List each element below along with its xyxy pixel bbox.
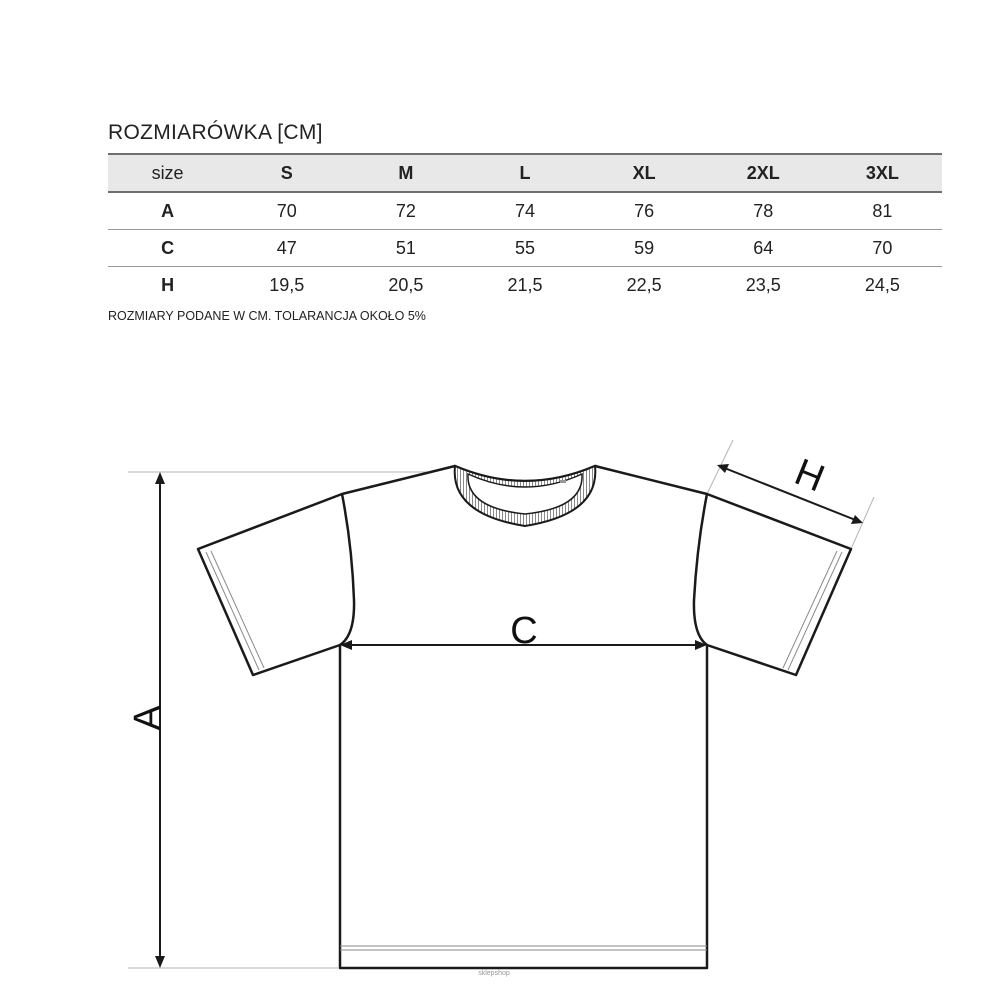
table-cell: 81 — [823, 192, 942, 230]
tshirt-outline — [198, 466, 851, 968]
table-cell: 20,5 — [388, 274, 424, 295]
table-cell: 55 — [465, 230, 584, 267]
table-cell: 51 — [346, 230, 465, 267]
dimension-a-label: A — [127, 705, 169, 731]
row-label: A — [108, 192, 227, 230]
table-cell: 47 — [227, 230, 346, 267]
table-cell: 23,5 — [745, 274, 781, 295]
table-header-cell: 2XL — [704, 154, 823, 192]
table-cell: 70 — [823, 230, 942, 267]
dimension-c-label: C — [510, 610, 538, 652]
dimension-a — [127, 472, 169, 968]
dimension-h-label: H — [788, 451, 831, 501]
table-header-cell: size — [108, 154, 227, 192]
table-cell: 64 — [704, 230, 823, 267]
table-cell: 19,5 — [269, 274, 305, 295]
table-header-cell: L — [465, 154, 584, 192]
table-cell: 21,5 — [507, 274, 543, 295]
table-header-cell: 3XL — [823, 154, 942, 192]
table-cell: 74 — [465, 192, 584, 230]
table-cell: 76 — [585, 192, 704, 230]
table-cell: 70 — [227, 192, 346, 230]
row-label: C — [108, 230, 227, 267]
table-cell: 72 — [346, 192, 465, 230]
table-cell: 78 — [704, 192, 823, 230]
table-header-cell: XL — [585, 154, 704, 192]
watermark-text: sklepshop — [478, 970, 510, 977]
row-label: H — [161, 274, 175, 295]
tshirt-body-shape — [198, 466, 851, 968]
tolerance-note: ROZMIARY PODANE W CM. TOLARANCJA OKOŁO 5% — [108, 309, 426, 323]
table-cell: 59 — [585, 230, 704, 267]
size-chart-title: ROZMIARÓWKA [CM] — [108, 121, 323, 144]
table-cell: 24,5 — [864, 274, 900, 295]
table-cell: 22,5 — [626, 274, 662, 295]
table-header-cell: S — [227, 154, 346, 192]
table-header-cell: M — [346, 154, 465, 192]
